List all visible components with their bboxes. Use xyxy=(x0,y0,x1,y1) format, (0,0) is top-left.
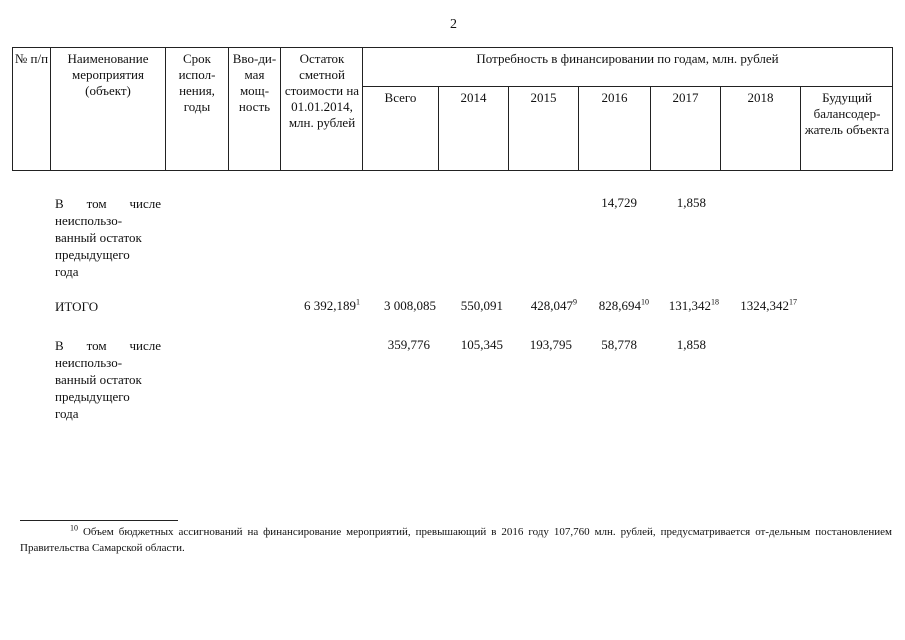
cell-2016: 14,729 xyxy=(601,195,637,210)
header-col-total: Всего xyxy=(384,90,417,105)
cell-2016: 58,778 xyxy=(601,337,637,352)
cell-total: 359,776 xyxy=(387,337,430,352)
header-col-2014: 2014 xyxy=(460,90,487,105)
cell-2018: 1324,342$^{17}$ xyxy=(740,297,797,313)
header-col-name: Наименование мероприятия (объект) xyxy=(67,51,149,98)
cell-2014: 105,345 xyxy=(460,337,503,352)
cell-2015: 428,047$^9$ xyxy=(530,297,577,313)
cell-2015: 193,795 xyxy=(529,337,572,352)
header-col-term: Срок испол-нения, годы xyxy=(178,51,216,114)
cell-2017: 131,342$^{18}$ xyxy=(668,297,719,313)
cell-2017: 1,858 xyxy=(676,337,706,352)
footnote-rule xyxy=(20,520,178,521)
cell-2017: 1,858 xyxy=(676,195,706,210)
page-number: 2 xyxy=(450,17,457,32)
header-col-need: Потребность в финансировании по годам, млн. рублей xyxy=(476,51,779,66)
row-label: ИТОГО xyxy=(55,299,99,314)
header-col-2017: 2017 xyxy=(672,90,699,105)
header-col-2018: 2018 xyxy=(747,90,774,105)
header-col-no: № п/п xyxy=(14,51,49,66)
cell-2014: 550,091 xyxy=(460,298,503,313)
header-col-holder: Будущий балансодер-жатель объекта xyxy=(804,90,890,137)
header-col-2015: 2015 xyxy=(530,90,557,105)
cell-2016: 828,694$^{10}$ xyxy=(598,297,649,313)
cell-remainder: 6 392,189$^1$ xyxy=(304,297,360,313)
row-label: В том числе неиспользо- ванный остаток предыдущего года xyxy=(55,338,161,421)
footnote: $^{10}$ Объем бюджетных ассигнований на финансирование мероприятий, превышающий в 2016 году 107,760 млн. рублей, предусматривается от-дельным постановлением Правительства Самарской области. xyxy=(20,523,892,554)
cell-total: 3 008,085 xyxy=(384,298,436,313)
row-label: В том числе неиспользо- ванный остаток предыдущего года xyxy=(55,196,161,279)
header-col-2016: 2016 xyxy=(601,90,628,105)
header-col-capacity: Вво-ди-мая мощ-ность xyxy=(232,51,277,114)
header-col-remainder: Остаток сметной стоимости на 01.01.2014, млн. рублей xyxy=(284,51,360,130)
